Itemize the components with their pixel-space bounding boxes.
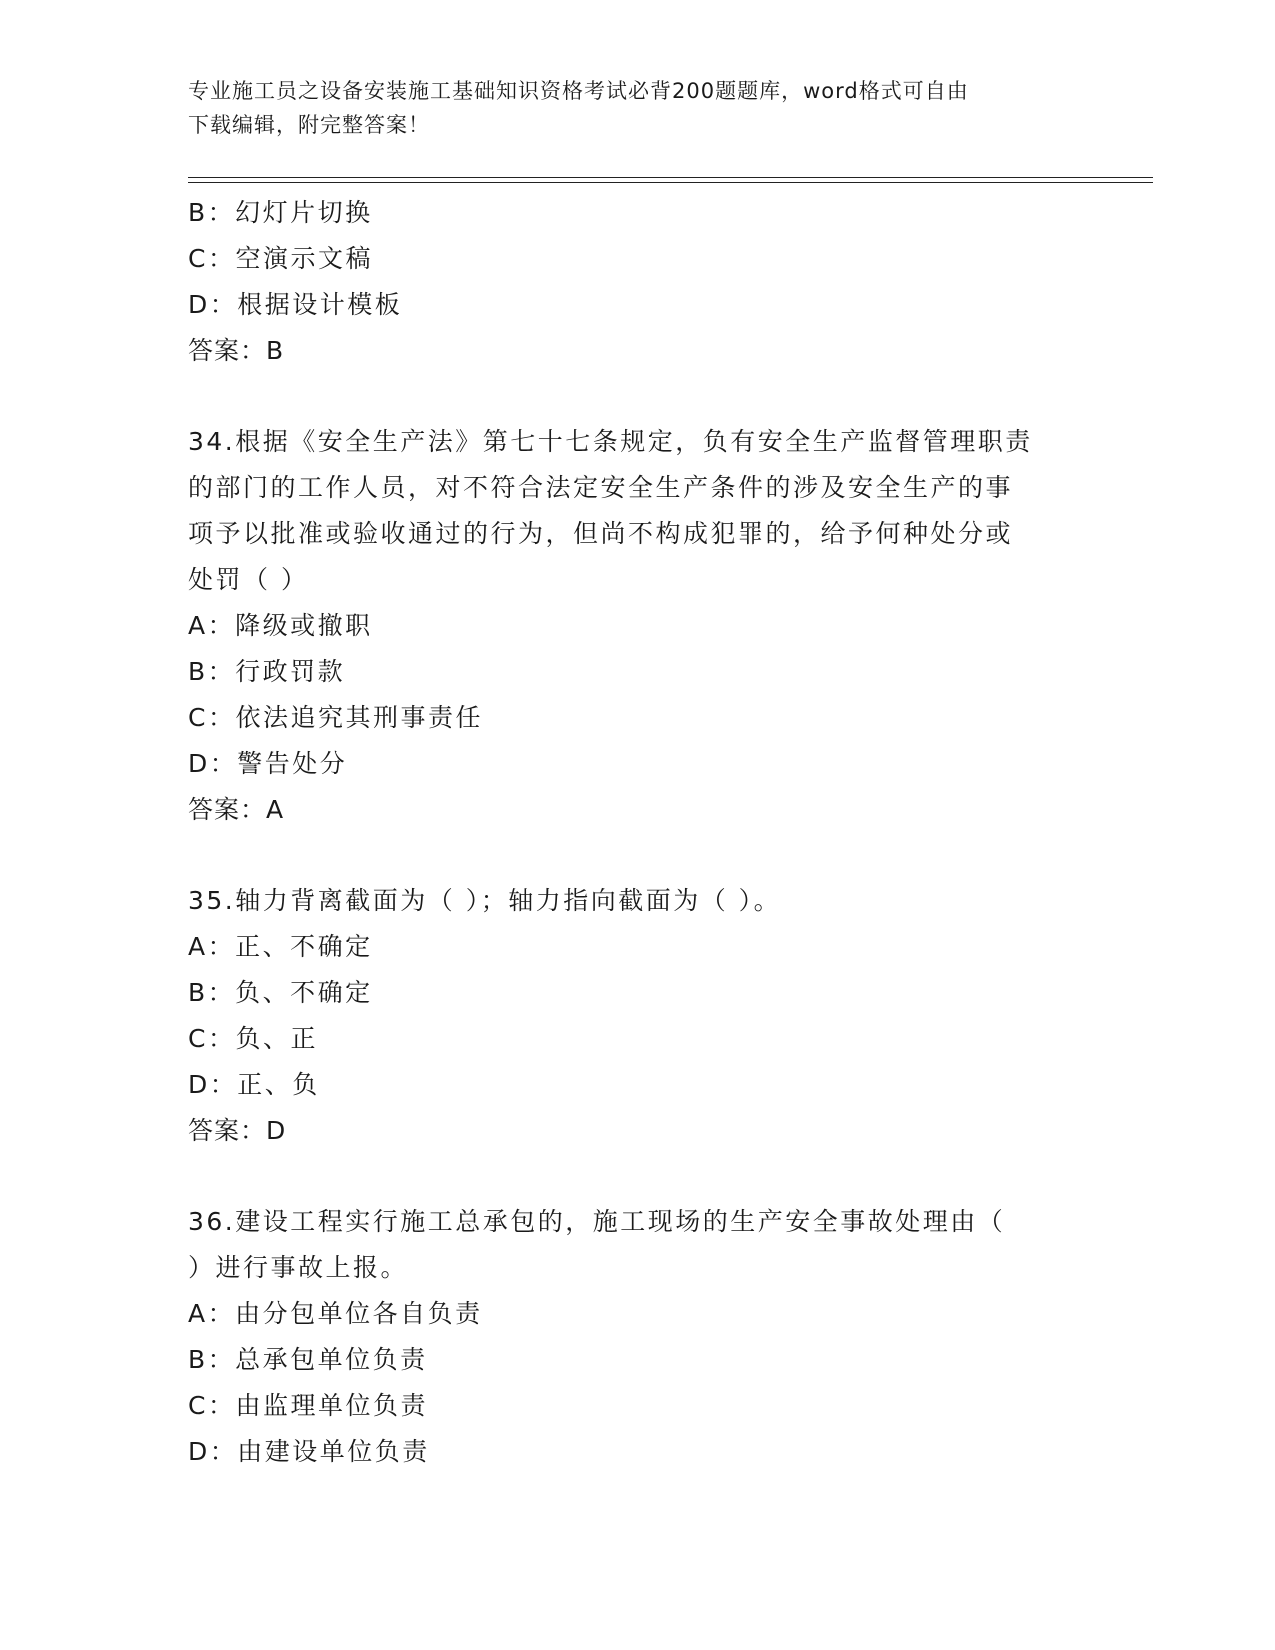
option-b: B：总承包单位负责	[188, 1345, 428, 1374]
question-list	[188, 190, 1088, 1475]
option-d: D：由建设单位负责	[188, 1437, 430, 1466]
spacer	[188, 374, 1088, 419]
spacer	[188, 833, 1088, 878]
option-a: A：正、不确定	[188, 932, 373, 961]
option-b: B：行政罚款	[188, 657, 346, 686]
option-d: D：正、负	[188, 1070, 320, 1099]
header-line-2: 下载编辑，附完整答案！	[188, 113, 430, 137]
question-stem-line: 的部门的工作人员，对不符合法定安全生产条件的涉及安全生产的事	[188, 473, 1014, 502]
answer: 答案：A	[188, 795, 285, 824]
question-stem-line: 处罚（ ）	[188, 565, 309, 594]
header-line-1: 专业施工员之设备安装施工基础知识资格考试必背200题题库，word格式可自由	[188, 79, 969, 103]
option-c: C：由监理单位负责	[188, 1391, 428, 1420]
option-b: B：幻灯片切换	[188, 198, 373, 227]
option-a: A：由分包单位各自负责	[188, 1299, 483, 1328]
option-c: C：空演示文稿	[188, 244, 373, 273]
question-35	[188, 878, 1088, 1154]
question-34	[188, 419, 1088, 833]
option-b: B：负、不确定	[188, 978, 373, 1007]
option-c: C：依法追究其刑事责任	[188, 703, 483, 732]
question-stem-line: 项予以批准或验收通过的行为，但尚不构成犯罪的，给予何种处分或	[188, 519, 1014, 548]
header-divider-top	[188, 177, 1153, 178]
answer: 答案：D	[188, 1116, 287, 1145]
option-d: D：警告处分	[188, 749, 348, 778]
question-33	[188, 190, 1088, 374]
header-divider-bottom	[188, 182, 1153, 183]
option-c: C：负、正	[188, 1024, 318, 1053]
option-a: A：降级或撤职	[188, 611, 373, 640]
spacer	[188, 1154, 1088, 1199]
question-stem-line: 34.根据《安全生产法》第七十七条规定，负有安全生产监督管理职责	[188, 427, 1033, 456]
question-stem-line: 36.建设工程实行施工总承包的，施工现场的生产安全事故处理由（	[188, 1207, 1006, 1236]
document-header	[188, 74, 1088, 142]
question-stem-line: 35.轴力背离截面为（ ）；轴力指向截面为（ ）。	[188, 886, 782, 915]
option-d: D：根据设计模板	[188, 290, 403, 319]
answer: 答案：B	[188, 336, 285, 365]
question-stem-line: ）进行事故上报。	[188, 1253, 409, 1282]
question-36	[188, 1199, 1088, 1475]
